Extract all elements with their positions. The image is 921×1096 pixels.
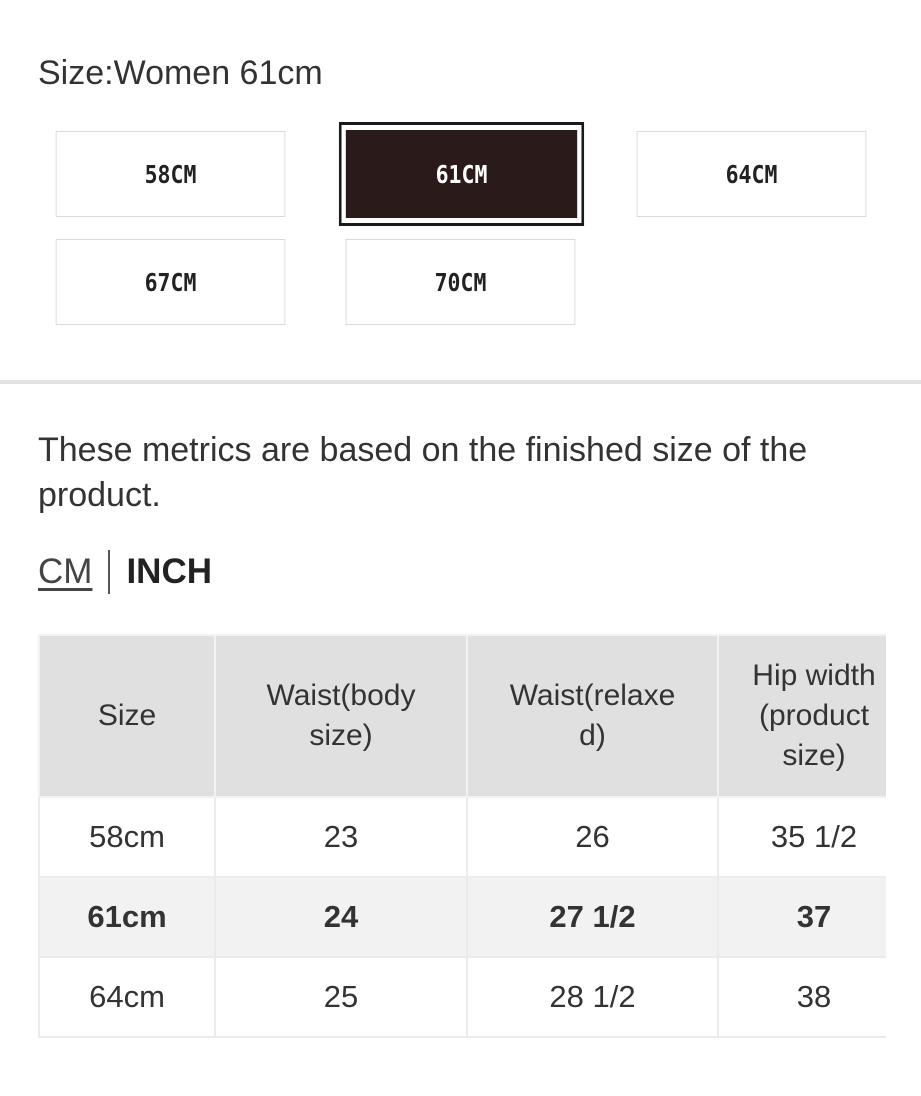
cell-waist-relaxed: 27 1/2 [467, 877, 718, 957]
size-option-58cm[interactable] [56, 131, 286, 217]
size-option-label: 58CM [144, 159, 197, 189]
cell-hip-width [718, 877, 886, 957]
cell-hip-width [718, 957, 886, 1037]
size-option-70cm[interactable] [346, 239, 576, 325]
header-waist-body [215, 635, 467, 797]
cell-size: 64cm [39, 957, 215, 1037]
cell-hip-width-text: 35 1/2 [770, 819, 858, 854]
table-row [39, 957, 886, 1037]
cell-waist-body: 23 [215, 797, 467, 877]
table-header-row [39, 635, 886, 797]
header-waist-relaxed [467, 635, 718, 797]
size-table-container[interactable] [38, 634, 886, 1038]
section-divider [0, 380, 921, 384]
header-waist-relaxed-text: Waist(relaxed) [509, 679, 676, 752]
metrics-note: These metrics are based on the finished size of the product. [38, 431, 808, 514]
size-table [38, 634, 886, 1038]
selected-size-title: Size:Women 61cm [38, 54, 323, 92]
size-option-61cm-selected[interactable] [339, 122, 584, 226]
unit-toggle [38, 550, 212, 594]
cell-size: 58cm [39, 797, 215, 877]
unit-inch-active[interactable]: INCH [126, 552, 212, 591]
unit-cm-link[interactable]: CM [38, 552, 93, 591]
size-option-67cm[interactable] [56, 239, 286, 325]
header-size: Size [39, 635, 215, 797]
cell-waist-body: 24 [215, 877, 467, 957]
header-hip-width-text: Hip width (product size) [752, 659, 876, 772]
cell-size: 61cm [39, 877, 215, 957]
cell-waist-body: 25 [215, 957, 467, 1037]
cell-waist-relaxed: 26 [467, 797, 718, 877]
cell-hip-width-text: 38 [796, 979, 832, 1014]
unit-separator [108, 550, 110, 594]
size-option-label: 70CM [434, 267, 487, 297]
size-option-label: 64CM [725, 159, 778, 189]
cell-waist-relaxed: 28 1/2 [467, 957, 718, 1037]
size-option-label: 67CM [144, 267, 197, 297]
header-waist-body-text: Waist(body size) [266, 679, 416, 752]
size-option-64cm[interactable] [637, 131, 867, 217]
cell-hip-width-text: 37 [796, 899, 832, 934]
table-row [39, 797, 886, 877]
table-row-highlighted [39, 877, 886, 957]
header-hip-width [718, 635, 886, 797]
size-option-label: 61CM [346, 130, 577, 218]
cell-hip-width [718, 797, 886, 877]
